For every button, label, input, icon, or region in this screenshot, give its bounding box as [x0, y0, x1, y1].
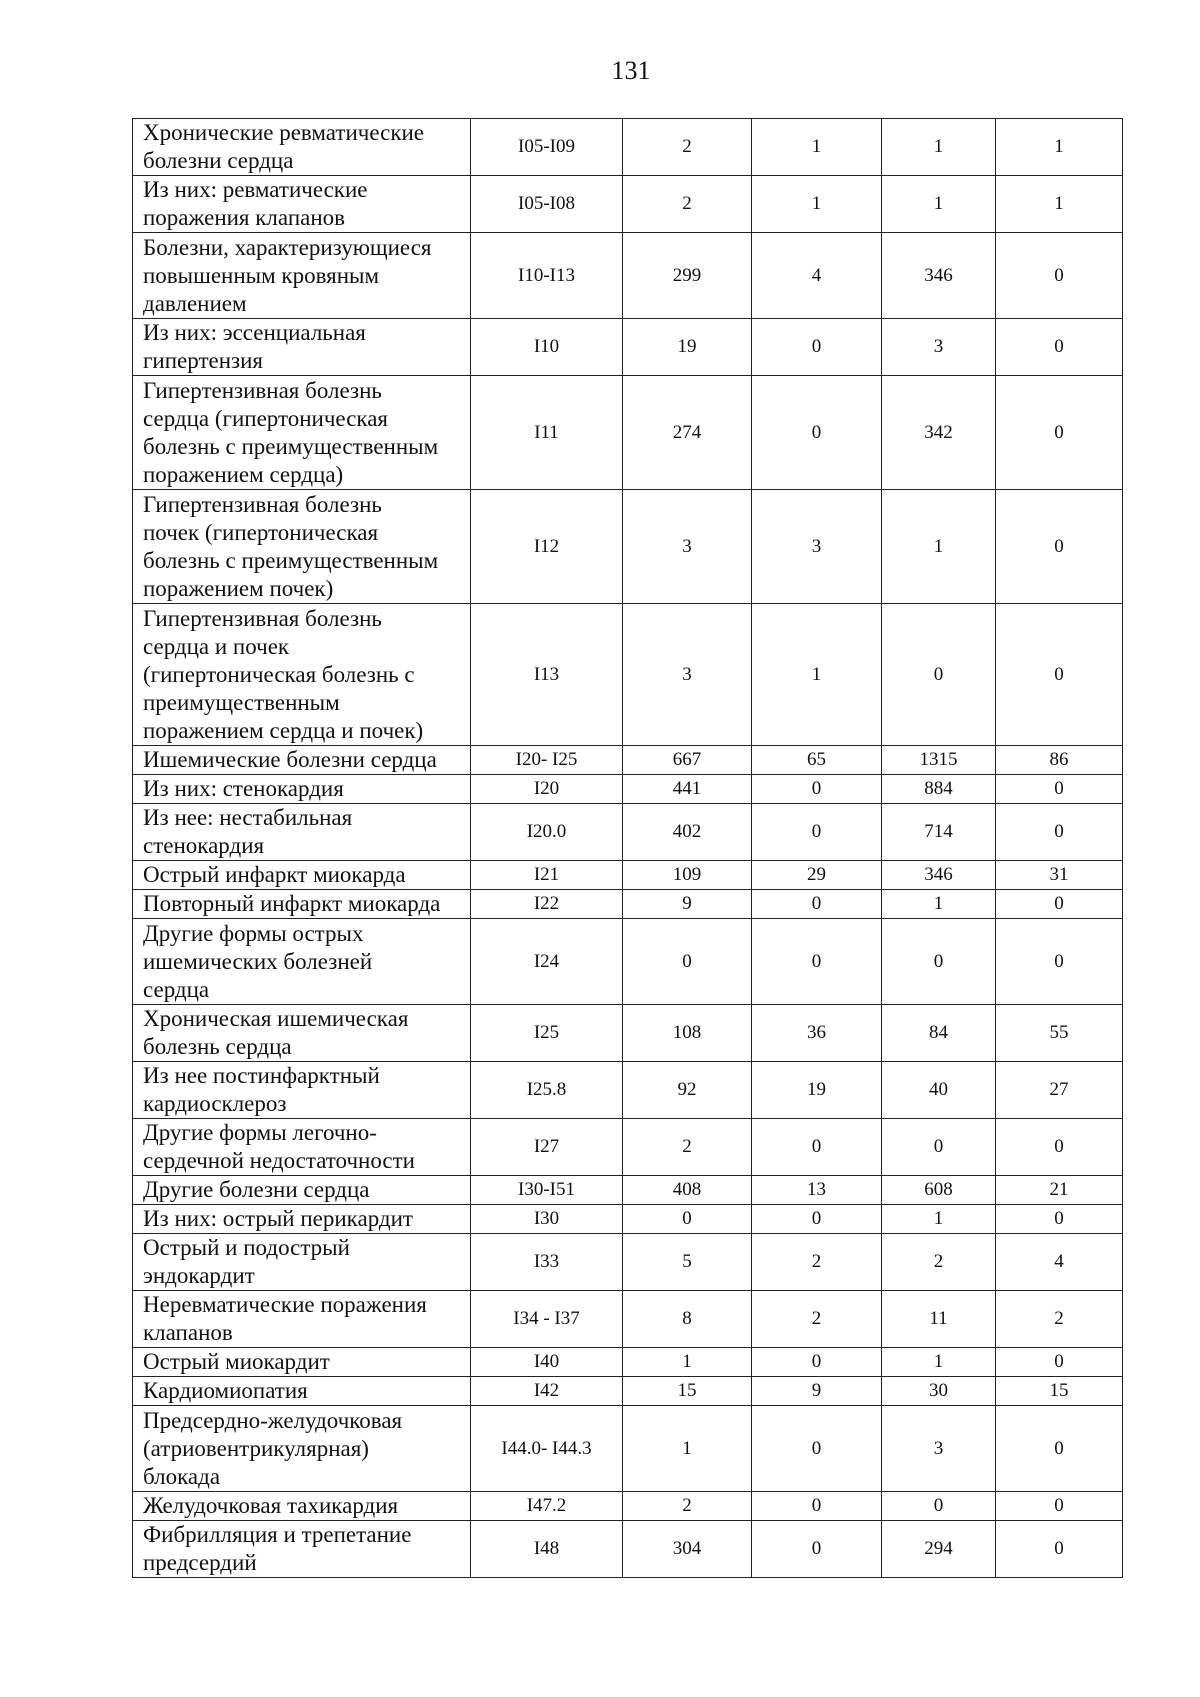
row-value-4-cell: 2	[996, 1291, 1123, 1348]
row-value-3-cell: 0	[882, 1492, 996, 1521]
row-value-1-cell: 2	[623, 1119, 752, 1176]
row-value-3-cell: 3	[882, 1406, 996, 1492]
row-value-1-cell: 1	[623, 1406, 752, 1492]
row-name-cell: Из них: острый перикардит	[133, 1205, 471, 1234]
row-value-4-cell: 31	[996, 861, 1123, 890]
row-value-1-cell: 0	[623, 919, 752, 1005]
row-value-3-cell: 11	[882, 1291, 996, 1348]
row-value-2-cell: 0	[752, 1521, 882, 1578]
row-code-cell: I48	[471, 1521, 623, 1578]
row-value-3-cell: 608	[882, 1176, 996, 1205]
row-code-cell: I27	[471, 1119, 623, 1176]
row-code-cell: I05-I09	[471, 119, 623, 176]
row-code-cell: I11	[471, 376, 623, 490]
table-row	[133, 1377, 1123, 1406]
row-value-3-cell: 1	[882, 119, 996, 176]
row-value-1-cell: 2	[623, 1492, 752, 1521]
row-value-3-cell: 1	[882, 1348, 996, 1377]
row-code-cell: I10-I13	[471, 233, 623, 319]
row-value-2-cell: 0	[752, 1406, 882, 1492]
table-row	[133, 1348, 1123, 1377]
row-value-2-cell: 65	[752, 746, 882, 775]
row-value-2-cell: 0	[752, 775, 882, 804]
row-value-2-cell: 0	[752, 1205, 882, 1234]
row-value-3-cell: 1	[882, 1205, 996, 1234]
row-value-4-cell: 4	[996, 1234, 1123, 1291]
row-code-cell: I24	[471, 919, 623, 1005]
row-value-4-cell: 0	[996, 1205, 1123, 1234]
row-value-3-cell: 346	[882, 861, 996, 890]
row-name-cell: Кардиомиопатия	[133, 1377, 471, 1406]
row-code-cell: I25.8	[471, 1062, 623, 1119]
row-code-cell: I30-I51	[471, 1176, 623, 1205]
row-value-4-cell: 0	[996, 890, 1123, 919]
row-value-4-cell: 15	[996, 1377, 1123, 1406]
row-value-4-cell: 0	[996, 1119, 1123, 1176]
row-value-1-cell: 109	[623, 861, 752, 890]
row-value-4-cell: 0	[996, 1348, 1123, 1377]
row-value-2-cell: 0	[752, 919, 882, 1005]
row-value-4-cell: 0	[996, 319, 1123, 376]
row-value-1-cell: 9	[623, 890, 752, 919]
row-value-4-cell: 1	[996, 176, 1123, 233]
row-value-4-cell: 0	[996, 233, 1123, 319]
table-row	[133, 319, 1123, 376]
row-value-1-cell: 441	[623, 775, 752, 804]
row-name-cell: Ишемические болезни сердца	[133, 746, 471, 775]
row-value-3-cell: 3	[882, 319, 996, 376]
row-code-cell: I10	[471, 319, 623, 376]
row-value-3-cell: 0	[882, 1119, 996, 1176]
table-row	[133, 233, 1123, 319]
table-row	[133, 1205, 1123, 1234]
row-code-cell: I12	[471, 490, 623, 604]
row-value-1-cell: 5	[623, 1234, 752, 1291]
row-code-cell: I13	[471, 604, 623, 746]
row-code-cell: I44.0- I44.3	[471, 1406, 623, 1492]
disease-statistics-table	[132, 118, 1123, 1578]
row-value-2-cell: 3	[752, 490, 882, 604]
row-name-cell: Другие болезни сердца	[133, 1176, 471, 1205]
row-value-1-cell: 0	[623, 1205, 752, 1234]
table-row	[133, 490, 1123, 604]
table-row	[133, 1234, 1123, 1291]
row-value-3-cell: 346	[882, 233, 996, 319]
row-value-4-cell: 0	[996, 804, 1123, 861]
row-code-cell: I20	[471, 775, 623, 804]
row-value-2-cell: 0	[752, 890, 882, 919]
row-name-cell: Гипертензивная болезнь сердца (гипертоническая болезнь с преимущественным поражением сердца)	[133, 376, 471, 490]
table-row	[133, 1062, 1123, 1119]
row-value-1-cell: 2	[623, 176, 752, 233]
row-value-3-cell: 30	[882, 1377, 996, 1406]
row-name-cell: Из них: эссенциальная гипертензия	[133, 319, 471, 376]
row-value-1-cell: 92	[623, 1062, 752, 1119]
row-value-2-cell: 0	[752, 1492, 882, 1521]
row-value-3-cell: 1	[882, 176, 996, 233]
row-name-cell: Острый миокардит	[133, 1348, 471, 1377]
row-name-cell: Из них: ревматические поражения клапанов	[133, 176, 471, 233]
row-code-cell: I34 - I37	[471, 1291, 623, 1348]
row-value-2-cell: 0	[752, 804, 882, 861]
row-name-cell: Желудочковая тахикардия	[133, 1492, 471, 1521]
row-name-cell: Хроническая ишемическая болезнь сердца	[133, 1005, 471, 1062]
table-row	[133, 1119, 1123, 1176]
row-value-1-cell: 3	[623, 604, 752, 746]
table-row	[133, 119, 1123, 176]
row-value-4-cell: 0	[996, 1406, 1123, 1492]
row-value-4-cell: 0	[996, 490, 1123, 604]
row-value-4-cell: 0	[996, 1492, 1123, 1521]
row-value-1-cell: 108	[623, 1005, 752, 1062]
row-value-2-cell: 36	[752, 1005, 882, 1062]
row-value-2-cell: 0	[752, 376, 882, 490]
row-value-4-cell: 86	[996, 746, 1123, 775]
row-value-2-cell: 1	[752, 604, 882, 746]
row-value-3-cell: 40	[882, 1062, 996, 1119]
row-name-cell: Из них: стенокардия	[133, 775, 471, 804]
row-value-2-cell: 1	[752, 119, 882, 176]
table-body	[133, 119, 1123, 1578]
row-value-2-cell: 9	[752, 1377, 882, 1406]
row-value-2-cell: 13	[752, 1176, 882, 1205]
row-value-4-cell: 27	[996, 1062, 1123, 1119]
row-name-cell: Предсердно-желудочковая (атриовентрикулярная) блокада	[133, 1406, 471, 1492]
row-name-cell: Из нее постинфарктный кардиосклероз	[133, 1062, 471, 1119]
row-value-1-cell: 299	[623, 233, 752, 319]
row-code-cell: I20.0	[471, 804, 623, 861]
row-value-2-cell: 2	[752, 1234, 882, 1291]
row-value-2-cell: 1	[752, 176, 882, 233]
row-name-cell: Другие формы острых ишемических болезней сердца	[133, 919, 471, 1005]
table-row	[133, 1492, 1123, 1521]
row-value-1-cell: 408	[623, 1176, 752, 1205]
table-row	[133, 1176, 1123, 1205]
row-code-cell: I20- I25	[471, 746, 623, 775]
row-value-2-cell: 29	[752, 861, 882, 890]
row-name-cell: Из нее: нестабильная стенокардия	[133, 804, 471, 861]
row-value-3-cell: 294	[882, 1521, 996, 1578]
row-value-3-cell: 342	[882, 376, 996, 490]
row-value-4-cell: 1	[996, 119, 1123, 176]
row-name-cell: Острый инфаркт миокарда	[133, 861, 471, 890]
row-code-cell: I22	[471, 890, 623, 919]
row-name-cell: Острый и подострый эндокардит	[133, 1234, 471, 1291]
row-value-3-cell: 884	[882, 775, 996, 804]
table-row	[133, 176, 1123, 233]
table-row	[133, 919, 1123, 1005]
table-row	[133, 604, 1123, 746]
row-value-1-cell: 667	[623, 746, 752, 775]
row-value-2-cell: 4	[752, 233, 882, 319]
row-code-cell: I33	[471, 1234, 623, 1291]
table-row	[133, 804, 1123, 861]
row-value-1-cell: 274	[623, 376, 752, 490]
row-value-4-cell: 21	[996, 1176, 1123, 1205]
table-row	[133, 1005, 1123, 1062]
row-value-3-cell: 1	[882, 490, 996, 604]
row-value-3-cell: 2	[882, 1234, 996, 1291]
page-number: 131	[611, 56, 651, 85]
row-value-2-cell: 0	[752, 319, 882, 376]
row-value-2-cell: 0	[752, 1119, 882, 1176]
row-code-cell: I40	[471, 1348, 623, 1377]
row-code-cell: I47.2	[471, 1492, 623, 1521]
row-value-4-cell: 0	[996, 775, 1123, 804]
row-value-2-cell: 19	[752, 1062, 882, 1119]
table-row	[133, 1521, 1123, 1578]
row-code-cell: I42	[471, 1377, 623, 1406]
row-value-1-cell: 2	[623, 119, 752, 176]
row-name-cell: Неревматические поражения клапанов	[133, 1291, 471, 1348]
row-name-cell: Фибрилляция и трепетание предсердий	[133, 1521, 471, 1578]
row-value-4-cell: 0	[996, 604, 1123, 746]
row-name-cell: Гипертензивная болезнь сердца и почек (гипертоническая болезнь с преимущественным поражением сердца и почек)	[133, 604, 471, 746]
table-row	[133, 1406, 1123, 1492]
row-name-cell: Другие формы легочно- сердечной недостаточности	[133, 1119, 471, 1176]
row-value-3-cell: 714	[882, 804, 996, 861]
row-value-1-cell: 1	[623, 1348, 752, 1377]
row-value-2-cell: 0	[752, 1348, 882, 1377]
row-value-1-cell: 3	[623, 490, 752, 604]
row-code-cell: I21	[471, 861, 623, 890]
table-row	[133, 1291, 1123, 1348]
row-code-cell: I25	[471, 1005, 623, 1062]
row-name-cell: Гипертензивная болезнь почек (гипертоническая болезнь с преимущественным поражением почек)	[133, 490, 471, 604]
row-name-cell: Болезни, характеризующиеся повышенным кровяным давлением	[133, 233, 471, 319]
row-name-cell: Повторный инфаркт миокарда	[133, 890, 471, 919]
row-code-cell: I05-I08	[471, 176, 623, 233]
row-value-4-cell: 0	[996, 1521, 1123, 1578]
table-row	[133, 890, 1123, 919]
row-value-3-cell: 1	[882, 890, 996, 919]
row-value-3-cell: 0	[882, 604, 996, 746]
table-row	[133, 775, 1123, 804]
row-value-4-cell: 0	[996, 376, 1123, 490]
row-value-1-cell: 402	[623, 804, 752, 861]
row-name-cell: Хронические ревматические болезни сердца	[133, 119, 471, 176]
row-value-4-cell: 55	[996, 1005, 1123, 1062]
row-value-1-cell: 19	[623, 319, 752, 376]
table-row	[133, 746, 1123, 775]
row-value-1-cell: 8	[623, 1291, 752, 1348]
row-value-4-cell: 0	[996, 919, 1123, 1005]
row-code-cell: I30	[471, 1205, 623, 1234]
row-value-3-cell: 0	[882, 919, 996, 1005]
table-row	[133, 861, 1123, 890]
row-value-1-cell: 304	[623, 1521, 752, 1578]
row-value-1-cell: 15	[623, 1377, 752, 1406]
table-row	[133, 376, 1123, 490]
row-value-2-cell: 2	[752, 1291, 882, 1348]
row-value-3-cell: 84	[882, 1005, 996, 1062]
row-value-3-cell: 1315	[882, 746, 996, 775]
